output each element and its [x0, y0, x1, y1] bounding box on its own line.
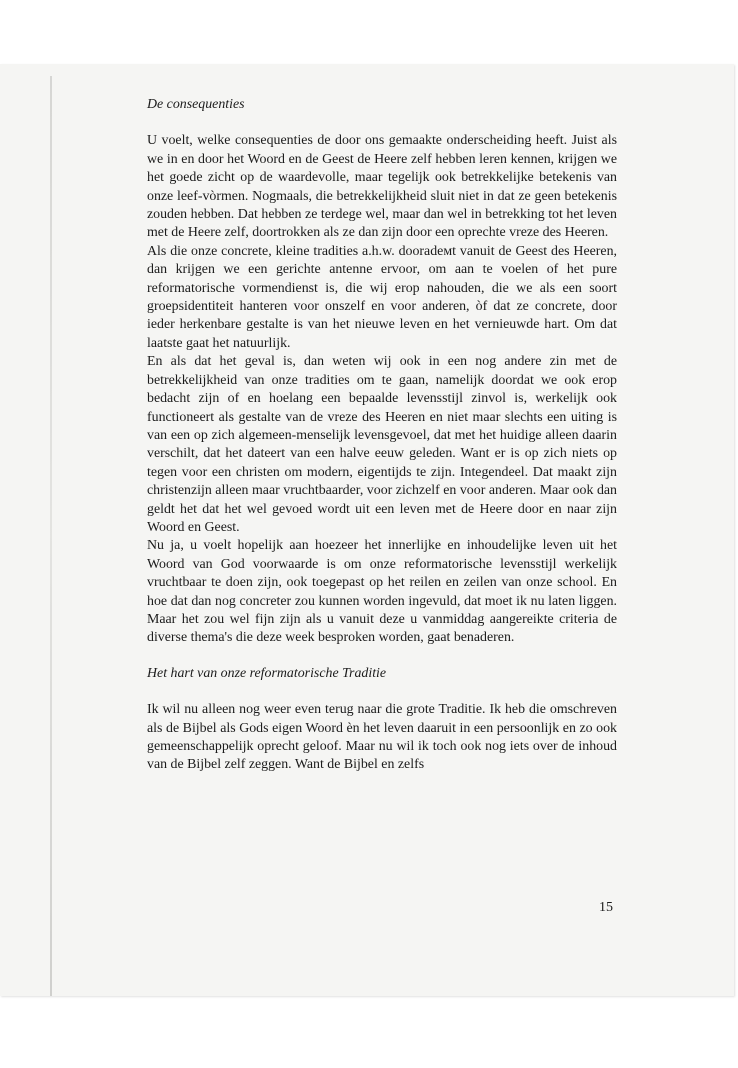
body-text: [147, 96, 617, 775]
section-heading-consequenties: De consequenties: [147, 97, 245, 112]
paragraph: U voelt, welke consequenties de door ons gemaakte onderscheiding heeft. Juist als we in en door het Woord en de Geest de Heere zelf hebben leren kennen, krijgen we het goede zicht op de waardevolle, maar tegelijk ook betrekkelijke betekenis van onze leef-vòrmen. Nogmaals, die betrekkelijkheid sluit niet in dat ze geen betekenis zouden hebben. Dat hebben ze terdege wel, maar dan wel in betrekking tot het leven met de Heere zelf, doortrokken als ze dan zijn door een oprechte vreze des Heeren.: [147, 133, 617, 241]
section-heading-hart: Het hart van onze reformatorische Traditie: [147, 665, 387, 681]
page-gutter: [50, 76, 52, 996]
paragraph: Ik wil nu alleen nog weer even terug naar die grote Traditie. Ik heb die omschreven als de Bijbel als Gods eigen Woord èn het leven daaruit in een persoonlijk en zo ook gemeenschappelijk oprecht geloof. Maar nu wil ik toch ook nog iets over de inhoud van de Bijbel zelf zeggen. Want de Bijbel en zelfs: [147, 702, 617, 773]
page-number: 15: [599, 900, 613, 915]
paragraph: Nu ja, u voelt hopelijk aan hoezeer het innerlijke en inhoudelijke leven uit het Woord van God voorwaarde is om onze reformatorische levensstijl werkelijk vruchtbaar te doen zijn, ook toegepast op het reilen en zeilen van onze school. En hoe dat dan nog concreter zou kunnen worden ingevuld, dat moet ik nu laten liggen. Maar het zou wel fijn zijn als u vanuit deze u vanmiddag aangereikte criteria de diverse thema's die deze week besproken worden, gaat benaderen.: [147, 538, 617, 646]
paragraph: Als die onze concrete, kleine tradities a.h.w. dooradемt vanuit de Geest des Heeren, dan krijgen we een gerichte antenne ervoor, om aan te voelen of het pure reformatorische vormendienst is, die wij erop nahouden, die we als een soort groepsidentiteit hanteren voor onszelf en voor anderen, òf dat ze concrete, door ieder herkenbare gestalte is van het nieuwe leven en het vernieuwde hart. Om dat laatste gaat het natuurlijk.: [147, 243, 617, 351]
paragraph: En als dat het geval is, dan weten wij ook in een nog andere zin met de betrekkelijkheid van onze tradities om te gaan, namelijk doordat we ook erop bedacht zijn of en hoelang een bepaalde levensstijl zinvol is, werkelijk ook functioneert als gestalte van de vreze des Heeren en niet maar slechts een uiting is van een op zich algemeen-menselijk levensgevoel, dat met het huidige alleen daarin verschilt, dat het dateert van een halve eeuw geleden. Want er is op zich niets op tegen voor een christen om modern, eigentijds te zijn. Integendeel. Dat maakt zijn christenzijn alleen maar vruchtbaarder, voor zichzelf en voor anderen. Maar ook dan geldt het dat het wel gevoed wordt uit een leven met de Heere door en naar zijn Woord en Geest.: [147, 354, 617, 535]
